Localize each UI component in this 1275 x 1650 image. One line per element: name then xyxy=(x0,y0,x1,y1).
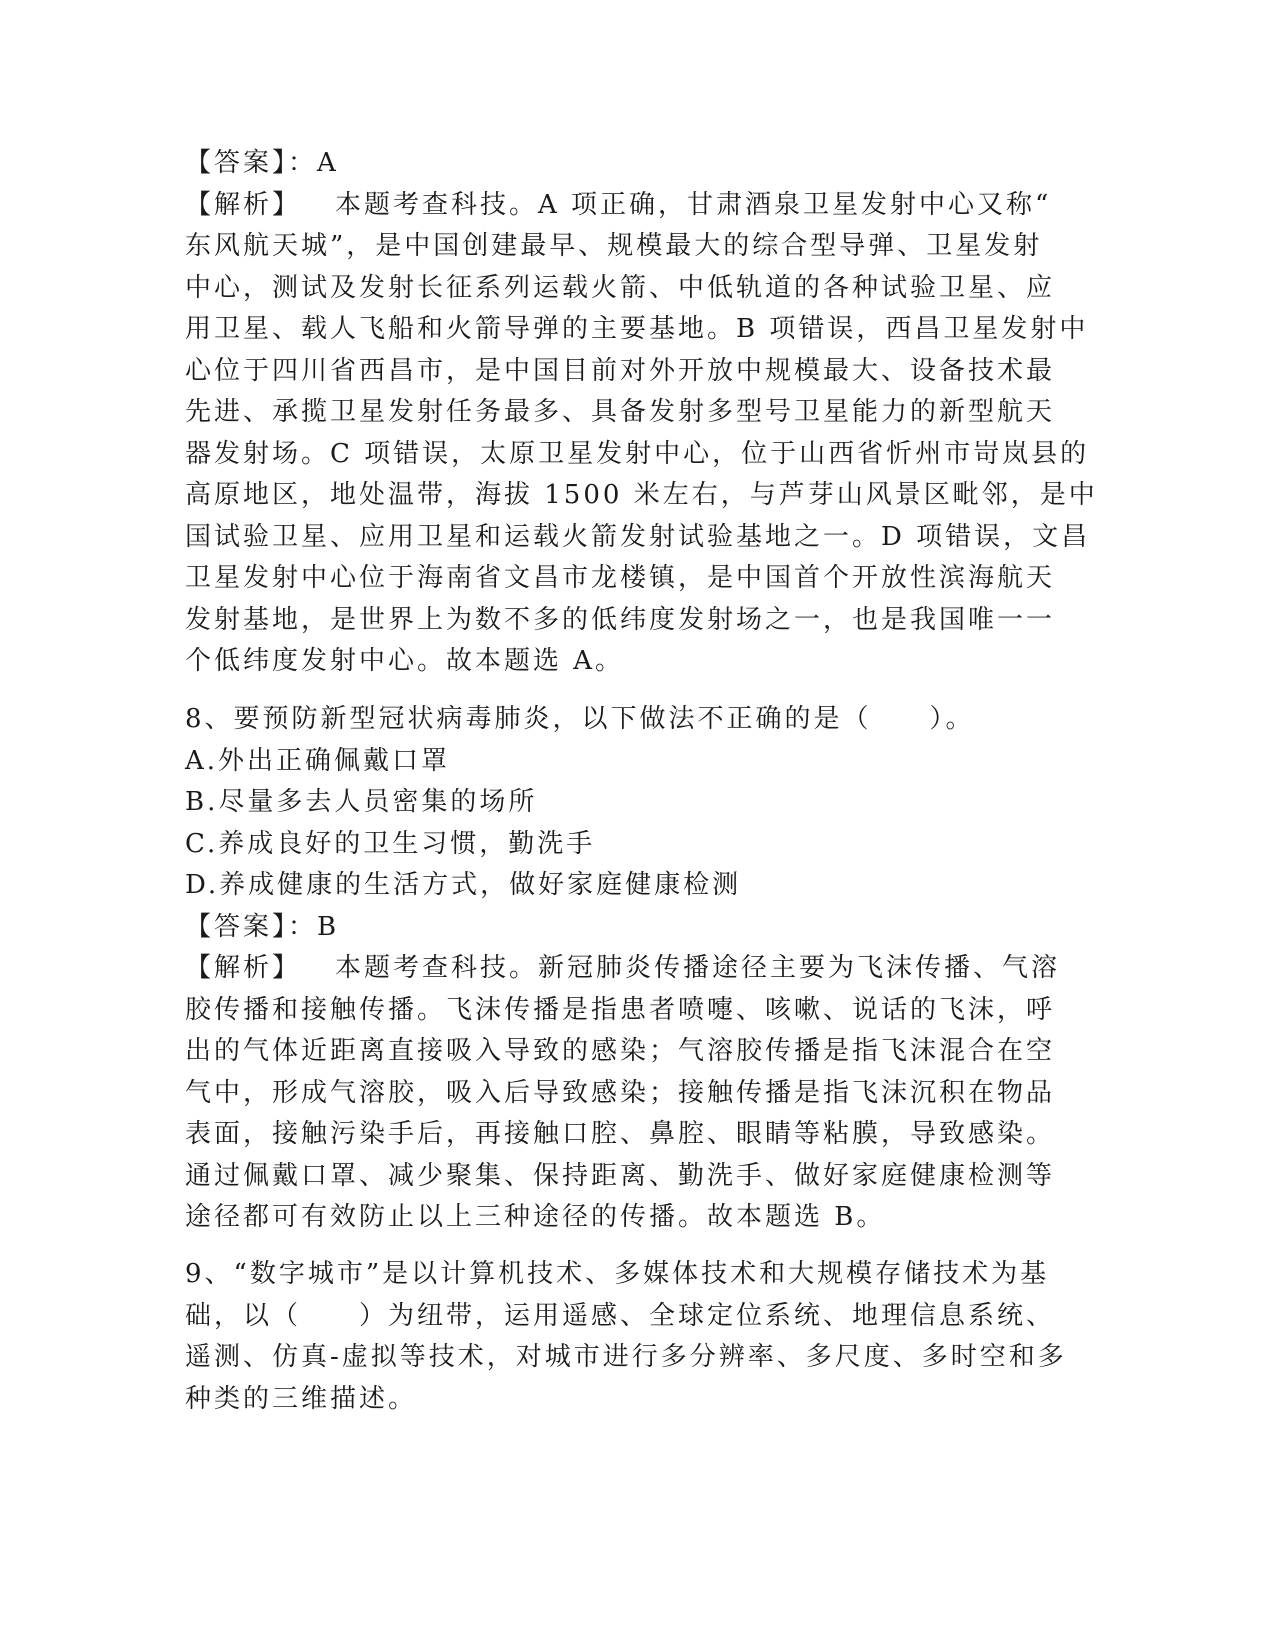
question-text: 种类的三维描述。 xyxy=(185,1383,418,1414)
option-a: A.外出正确佩戴口罩 xyxy=(185,745,451,776)
analysis-text: 通过佩戴口罩、减少聚集、保持距离、勤洗手、做好家庭健康检测等 xyxy=(185,1160,1056,1191)
analysis-text: 胶传播和接触传播。飞沫传播是指患者喷嚏、咳嗽、说话的飞沫，呼 xyxy=(185,994,1056,1025)
analysis-text: 先进、承揽卫星发射任务最多、具备发射多型号卫星能力的新型航天 xyxy=(185,397,1056,427)
option-d: D.养成健康的生活方式，做好家庭健康检测 xyxy=(185,870,742,900)
q8-answer-line xyxy=(185,907,1085,949)
analysis-text: 个低纬度发射中心。故本题选 A。 xyxy=(185,646,625,676)
q7-analysis-line-1 xyxy=(185,185,1085,227)
question-text: 8、要预防新型冠状病毒肺炎，以下做法不正确的是（ ）。 xyxy=(185,704,975,734)
analysis-text: 东风航天城”，是中国创建最早、规模最大的综合型导弹、卫星发射 xyxy=(185,231,1043,261)
option-b: B.尽量多去人员密集的场所 xyxy=(185,787,538,817)
analysis-text: 国试验卫星、应用卫星和运载火箭发射试验基地之一。D 项错误，文昌 xyxy=(185,521,1091,552)
analysis-label: 【解析】 xyxy=(185,189,302,220)
analysis-text: 高原地区，地处温带，海拔 1500 米左右，与芦芽山风景区毗邻，是中 xyxy=(185,480,1098,510)
analysis-text: 本题考查科技。A 项正确，甘肃酒泉卫星发射中心又称“ xyxy=(335,189,1052,220)
analysis-text: 中心，测试及发射长征系列运载火箭、中低轨道的各种试验卫星、应 xyxy=(185,272,1056,303)
analysis-label: 【解析】 xyxy=(185,953,302,983)
analysis-text: 发射基地，是世界上为数不多的低纬度发射场之一，也是我国唯一一 xyxy=(185,604,1056,635)
q8-section xyxy=(185,699,1085,1239)
answer-value: A xyxy=(317,148,339,178)
analysis-text: 器发射场。C 项错误，太原卫星发射中心，位于山西省忻州市岢岚县的 xyxy=(185,438,1090,469)
analysis-text: 心位于四川省西昌市，是中国目前对外开放中规模最大、设备技术最 xyxy=(185,355,1056,386)
answer-label: 【答案】 xyxy=(185,911,289,942)
answer-value: B xyxy=(317,911,340,942)
q9-section xyxy=(185,1254,1085,1420)
analysis-text: 气中，形成气溶胶，吸入后导致感染；接触传播是指飞沫沉积在物品 xyxy=(185,1077,1056,1108)
analysis-text: 本题考查科技。新冠肺炎传播途径主要为飞沫传播、气溶 xyxy=(335,953,1061,983)
analysis-text: 途径都可有效防止以上三种途径的传播。故本题选 B。 xyxy=(185,1202,886,1232)
answer-separator: ： xyxy=(288,911,318,942)
q7-answer-section xyxy=(185,143,1098,683)
q7-answer-line xyxy=(185,143,1085,185)
analysis-text: 卫星发射中心位于海南省文昌市龙楼镇，是中国首个开放性滨海航天 xyxy=(185,563,1056,593)
answer-separator: ： xyxy=(288,148,318,178)
question-text: 遥测、仿真-虚拟等技术，对城市进行多分辨率、多尺度、多时空和多 xyxy=(185,1342,1067,1372)
analysis-text: 表面，接触污染手后，再接触口腔、鼻腔、眼睛等粘膜，导致感染。 xyxy=(185,1119,1056,1149)
question-text: 9、“数字城市”是以计算机技术、多媒体技术和大规模存储技术为基 xyxy=(185,1259,1050,1289)
answer-label: 【答案】 xyxy=(185,148,289,178)
option-c: C.养成良好的卫生习惯，勤洗手 xyxy=(185,828,596,859)
question-text: 础，以（ ）为纽带，运用遥感、全球定位系统、地理信息系统、 xyxy=(185,1300,1056,1331)
analysis-text: 用卫星、载人飞船和火箭导弹的主要基地。B 项错误，西昌卫星发射中 xyxy=(185,314,1089,344)
analysis-text: 出的气体近距离直接吸入导致的感染；气溶胶传播是指飞沫混合在空 xyxy=(185,1036,1056,1066)
q8-analysis-line-1 xyxy=(185,948,1085,990)
